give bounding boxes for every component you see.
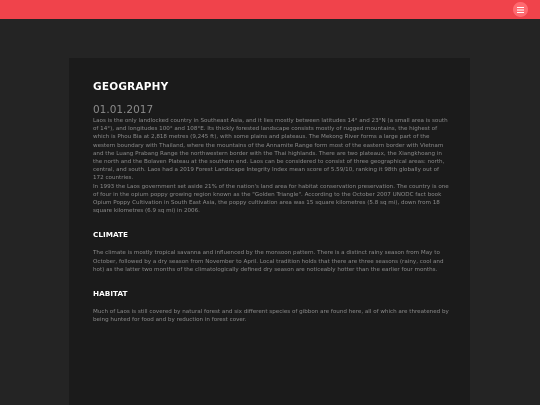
section-heading-habitat: HABITAT	[93, 289, 128, 299]
top-bar	[0, 0, 540, 19]
menu-button[interactable]	[513, 2, 528, 17]
paragraph-geography-2: In 1993 the Laos government set aside 21% of the nation's land area for habitat conservation preservation. The country is one of four in the opium poppy growing region known as the "Golden Triangle". According to the October 2007 UNODC fact book Opium Poppy Cultivation in South East Asia, the poppy cultivation area was 15 square kilometres (5.8 sq mi), down from 18 square kilometres (6.9 sq mi) in 2006.	[93, 183, 449, 215]
paragraph-geography-1: Laos is the only landlocked country in Southeast Asia, and it lies mostly between latitudes 14° and 23°N (a small area is south of 14°), and longitudes 100° and 108°E. Its thickly forested landscape consists mostly of rugged mountains, the highest of which is Phou Bia at 2,818 metres (9,245 ft), with some plains and plateaus. The Mekong River forms a large part of the western boundary with Thailand, where the mountains of the Annamite Range form most of the eastern border with Vietnam and the Luang Prabang Range the northwestern border with the Thai highlands. There are two plateaux, the Xiangkhoang in the north and the Bolaven Plateau at the southern end. Laos can be considered to consist of three geographical areas: north, central, and south. Laos had a 2019 Forest Landscape Integrity Index mean score of 5.59/10, ranking it 98th globally out of 172 countries.	[93, 118, 448, 182]
paragraph-habitat: Much of Laos is still covered by natural forest and six different species of gibbon are found here, all of which are threatened by being hunted for food and by reduction in forest cover.	[93, 309, 449, 324]
article-content	[93, 80, 450, 324]
page-title: GEOGRAPHY	[93, 81, 169, 93]
paragraph-climate: The climate is mostly tropical savanna and influenced by the monsoon pattern. There is a distinct rainy season from May to October, followed by a dry season from November to April. Local tradition holds that there are three seasons (rainy, cool and hot) as the latter two months of the climatologically defined dry season are noticeably hotter than the earlier four months.	[93, 250, 444, 273]
hamburger-menu-icon	[517, 7, 524, 13]
article-date: 01.01.2017	[93, 104, 154, 116]
article-card	[69, 58, 470, 405]
section-heading-climate: CLIMATE	[93, 230, 129, 240]
